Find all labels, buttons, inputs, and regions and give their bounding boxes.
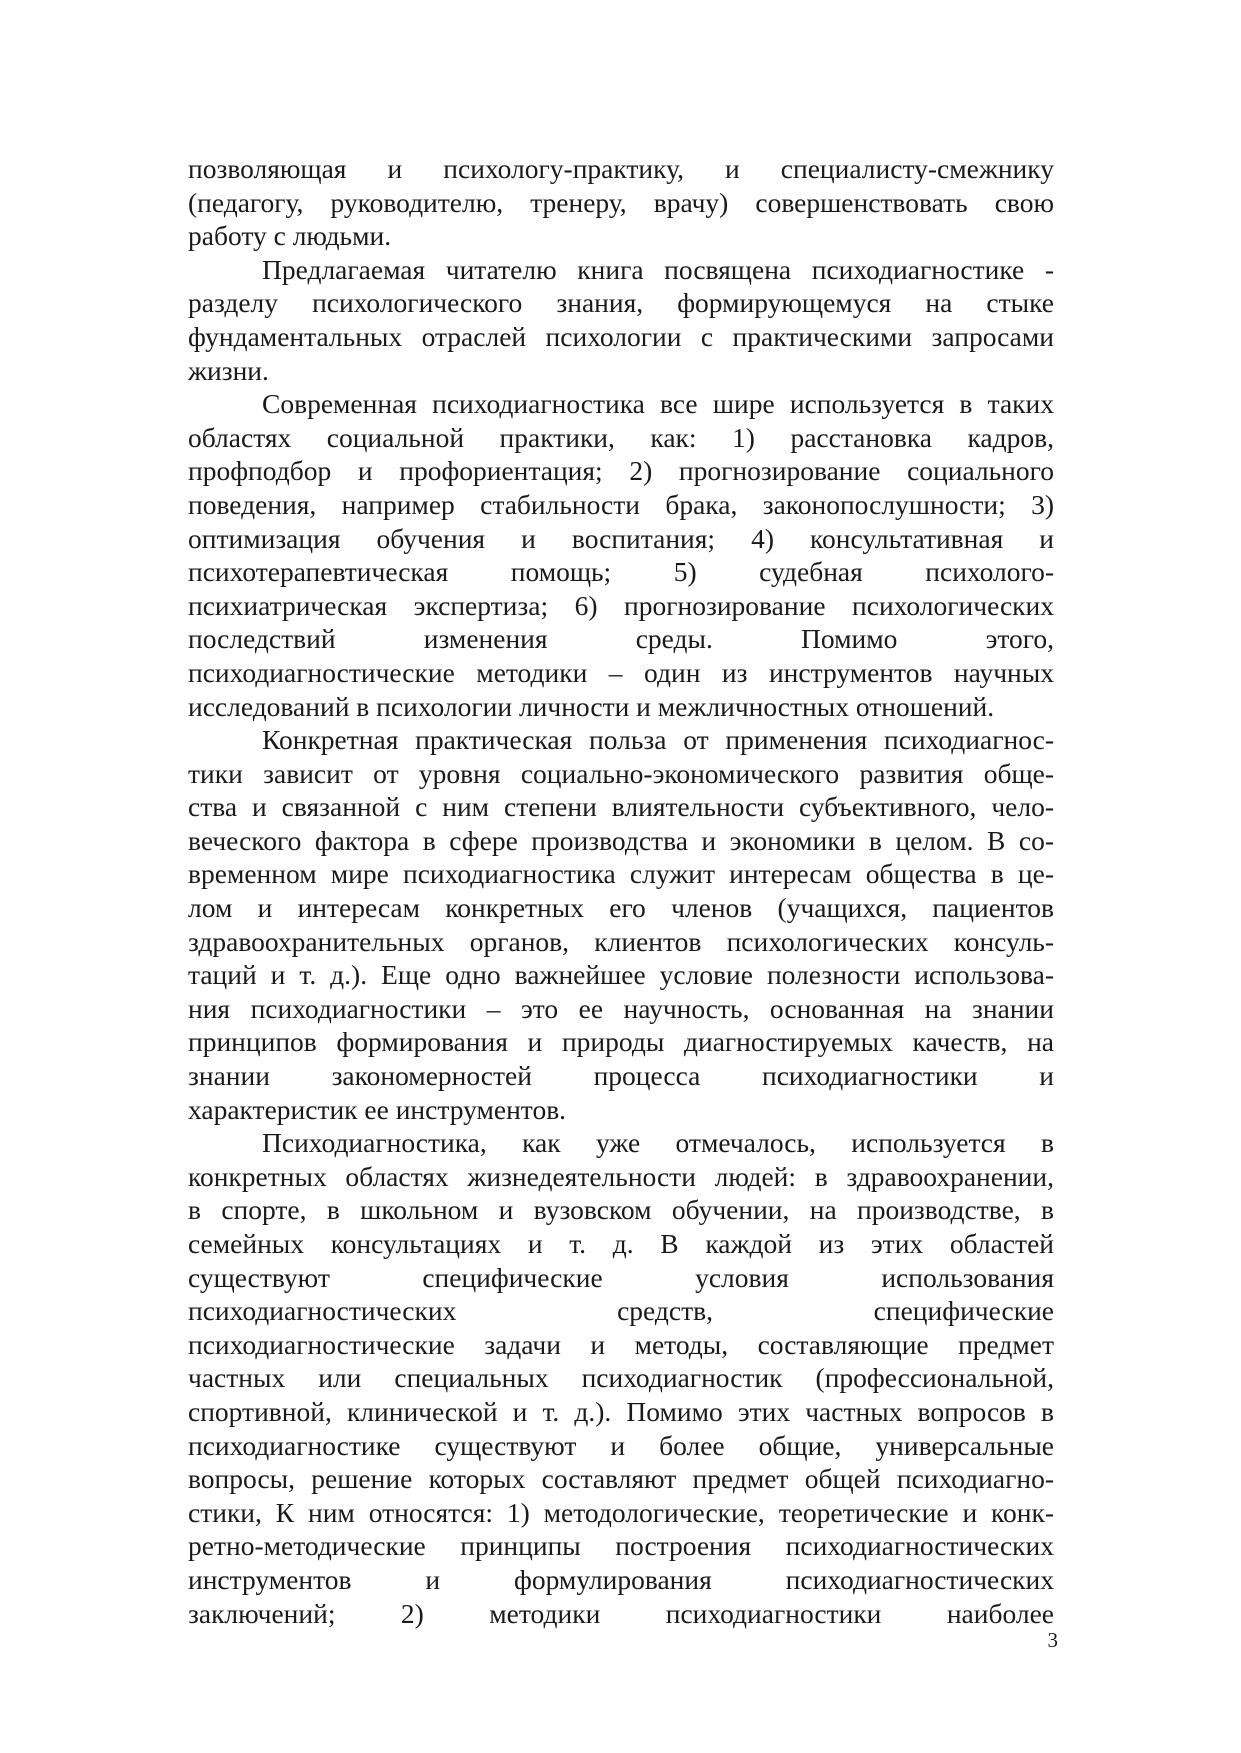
text-line: поведения, например стабильности брака, законопослушности; 3) bbox=[188, 488, 1054, 520]
text-line: лом и интересам конкретных его членов (учащихся, пациентов bbox=[188, 892, 1054, 924]
text-line: временном мире психодиагностика служит интересам общества в це- bbox=[188, 858, 1054, 890]
paragraph bbox=[188, 253, 1054, 387]
paragraph bbox=[188, 152, 1054, 253]
text-line: ретно-методические принципы построения психодиагностических bbox=[188, 1530, 1054, 1562]
text-line: в спорте, в школьном и вузовском обучении, на производстве, в bbox=[188, 1194, 1054, 1226]
text-line: исследований в психологии личности и межличностных отношений. bbox=[188, 690, 995, 722]
text-line: существуют специфические условия использования bbox=[188, 1261, 1054, 1293]
text-line: психодиагностические задачи и методы, составляющие предмет bbox=[188, 1328, 1054, 1360]
text-line: знании закономерностей процесса психодиагностики и bbox=[188, 1060, 1054, 1092]
text-line: веческого фактора в сфере производства и экономики в целом. В со- bbox=[188, 824, 1054, 856]
text-line: заключений; 2) методики психодиагностики наиболее bbox=[188, 1597, 1054, 1629]
text-line: работу с людьми. bbox=[188, 220, 392, 252]
text-line: жизни. bbox=[188, 354, 269, 386]
text-line: последствий изменения среды. Помимо этого, bbox=[188, 623, 1054, 655]
text-line: Предлагаемая читателю книга посвящена психодиагностике - bbox=[262, 253, 1054, 285]
text-line: (педагогу, руководителю, тренеру, врачу) совершенствовать свою bbox=[188, 186, 1054, 218]
text-line: спортивной, клинической и т. д.). Помимо этих частных вопросов в bbox=[188, 1395, 1054, 1427]
text-line: психодиагностических средств, специфические bbox=[188, 1295, 1054, 1327]
text-line: инструментов и формулирования психодиагностических bbox=[188, 1563, 1054, 1595]
text-line: Психодиагностика, как уже отмечалось, используется в bbox=[262, 1127, 1054, 1159]
text-line: Конкретная практическая польза от применения психодиагнос- bbox=[262, 724, 1054, 756]
text-line: областях социальной практики, как: 1) расстановка кадров, bbox=[188, 421, 1054, 453]
text-line: принципов формирования и природы диагностируемых качеств, на bbox=[188, 1026, 1054, 1058]
text-line: таций и т. д.). Еще одно важнейшее условие полезности использова- bbox=[188, 959, 1054, 991]
text-line: Современная психодиагностика все шире используется в таких bbox=[262, 388, 1054, 420]
paragraph bbox=[188, 1126, 1054, 1630]
text-line: фундаментальных отраслей психологии с практическими запросами bbox=[188, 320, 1054, 352]
text-line: здравоохранительных органов, клиентов психологических консуль- bbox=[188, 925, 1054, 957]
text-line: конкретных областях жизнедеятельности людей: в здравоохранении, bbox=[188, 1160, 1054, 1192]
text-line: семейных консультациях и т. д. В каждой из этих областей bbox=[188, 1228, 1054, 1259]
text-line: психодиагностические методики – один из инструментов научных bbox=[188, 656, 1054, 688]
text-line: характеристик ее инструментов. bbox=[188, 1093, 567, 1125]
text-line: разделу психологического знания, формирующемуся на стыке bbox=[188, 287, 1054, 319]
text-line: вопросы, решение которых составляют предмет общей психодиагно- bbox=[188, 1463, 1054, 1495]
text-line: позволяющая и психологу-практику, и специалисту-смежнику bbox=[188, 153, 1054, 184]
page-number: 3 bbox=[1047, 1628, 1058, 1652]
text-line: психодиагностике существуют и более общие, универсальные bbox=[188, 1429, 1054, 1461]
text-line: частных или специальных психодиагностик (профессиональной, bbox=[188, 1362, 1054, 1394]
paragraph bbox=[188, 387, 1054, 723]
text-line: психиатрическая экспертиза; 6) прогнозирование психологических bbox=[188, 589, 1054, 621]
text-line: ства и связанной с ним степени влиятельности субъективного, чело- bbox=[188, 791, 1054, 823]
text-line: ния психодиагностики – это ее научность, основанная на знании bbox=[188, 992, 1054, 1024]
text-line: психотерапевтическая помощь; 5) судебная психолого- bbox=[188, 556, 1054, 588]
body-text bbox=[188, 152, 1054, 1630]
text-line: профподбор и профориентация; 2) прогнозирование социального bbox=[188, 455, 1054, 487]
text-line: стики, К ним относятся: 1) методологические, теоретические и конк- bbox=[188, 1496, 1054, 1528]
text-line: оптимизация обучения и воспитания; 4) консультативная и bbox=[188, 522, 1054, 554]
paragraph bbox=[188, 723, 1054, 1126]
text-line: тики зависит от уровня социально-экономического развития обще- bbox=[188, 757, 1054, 789]
